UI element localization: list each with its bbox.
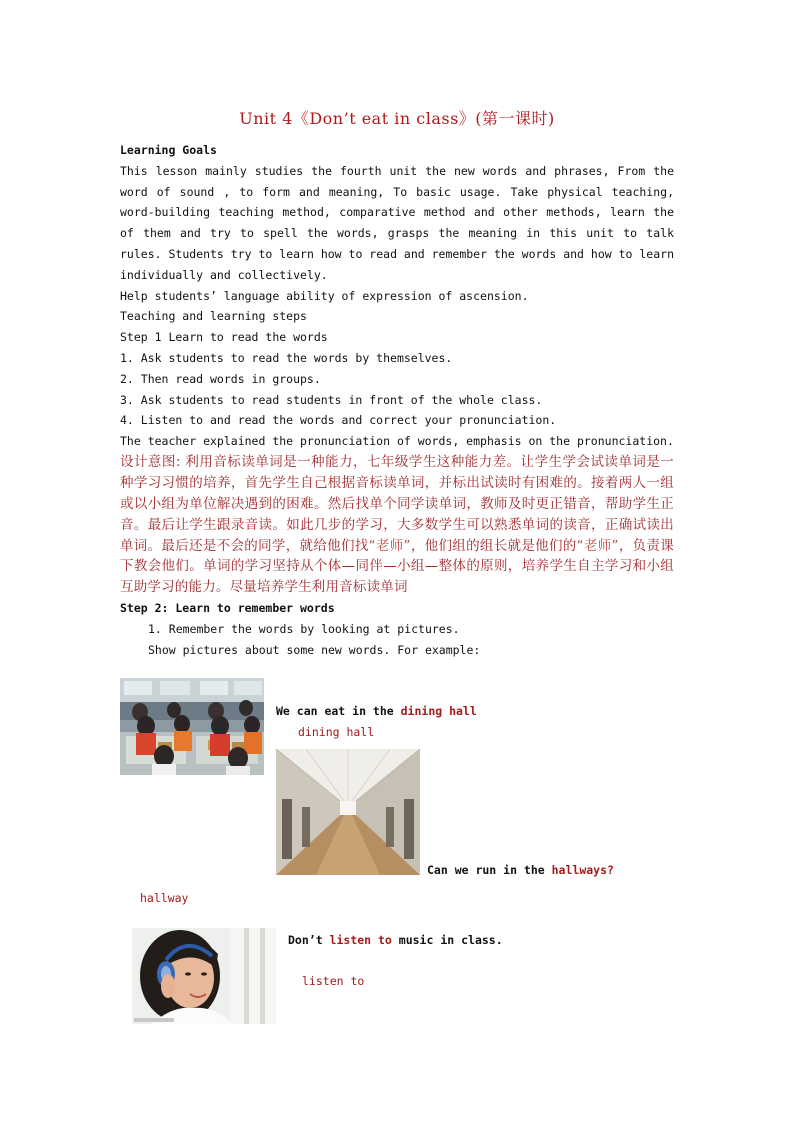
hallway-sentence-text: Can we run in the	[427, 863, 552, 877]
hallway-photo	[276, 749, 420, 875]
dining-hall-photo	[120, 678, 264, 775]
dining-hall-label: dining hall	[298, 725, 375, 739]
step1-item-2: 2. Then read words in groups.	[120, 371, 321, 386]
teacher-explained-line: The teacher explained the pronunciation of words, emphasis on the pronunciation.	[120, 434, 674, 449]
dining-hall-sentence-text: We can eat in the	[276, 704, 401, 718]
hallway-label: hallway	[140, 891, 189, 905]
design-intent-quote-1: “老师”	[368, 537, 411, 554]
listen-to-keyword: listen to	[329, 933, 392, 947]
design-intent-paragraph	[120, 452, 674, 598]
intro-line-3: word-building teaching method, comparative method and other methods, learn the	[120, 205, 674, 220]
help-line: Help students’ language ability of expression of ascension.	[120, 288, 529, 303]
design-intent-text-2: ，他们组的组长就是他们的	[410, 537, 577, 554]
listen-to-photo	[132, 928, 276, 1024]
hallway-sentence	[427, 863, 614, 877]
hallway-keyword: hallways?	[551, 863, 614, 877]
design-intent-text-1: 设计意图: 利用音标读单词是一种能力，七年级学生这种能力差。让学生学会试读单词是一种学习习惯的培养，首先学生自己根据音标读单词，并标出试读时有困难的。接着两人一组或以小组为单位解决遇到的困难。然后找单个同学读单词，教师及时更正错音，帮助学生正音。最后让学生跟录音读。如此几步的学习，大多数学生可以熟悉单词的读音，正确试读出单词。最后还是不会的同学，就给他们找	[120, 453, 674, 554]
step2-show-line: Show pictures about some new words. For example:	[148, 642, 481, 657]
intro-line-6: individually and collectively.	[120, 267, 328, 282]
intro-line-4: of them and try to spell the words, grasps the meaning in this unit to talk	[120, 226, 674, 241]
step2-item-1: 1. Remember the words by looking at pictures.	[148, 622, 460, 637]
step1-heading: Step 1 Learn to read the words	[120, 330, 328, 345]
design-intent-text-3: ，负责课下教会他们。单词的学习坚持从个体—同伴—小组—整体的原则，培养学生自主学习和小组互助学习的能力。尽量培养学生利用音标读单词	[120, 537, 674, 596]
listen-to-sentence-post: music in class.	[391, 933, 503, 947]
step1-item-1: 1. Ask students to read the words by themselves.	[120, 350, 453, 365]
step1-item-3: 3. Ask students to read students in front of the whole class.	[120, 392, 543, 407]
step1-item-4: 4. Listen to and read the words and correct your pronunciation.	[120, 413, 557, 428]
document-body	[120, 140, 674, 661]
step2-heading: Step 2: Learn to remember words	[120, 601, 335, 616]
learning-goals-heading: Learning Goals	[120, 143, 217, 157]
dining-hall-keyword: dining hall	[400, 704, 477, 718]
intro-line-1: This lesson mainly studies the fourth unit the new words and phrases, From the	[120, 163, 674, 178]
listen-to-sentence-pre: Don’t	[288, 933, 330, 947]
intro-line-2: word of sound , to form and meaning, To basic usage. Take physical teaching,	[120, 184, 674, 199]
design-intent-quote-2: “老师”	[576, 537, 619, 554]
listen-to-sentence	[288, 933, 503, 947]
teaching-steps-line: Teaching and learning steps	[120, 309, 307, 324]
intro-line-5: rules. Students try to learn how to read and remember the words and how to learn	[120, 246, 674, 261]
listen-to-label: listen to	[302, 974, 365, 988]
dining-hall-sentence	[276, 704, 477, 718]
page-title: Unit 4《Don’t eat in class》(第一课时)	[239, 109, 555, 128]
